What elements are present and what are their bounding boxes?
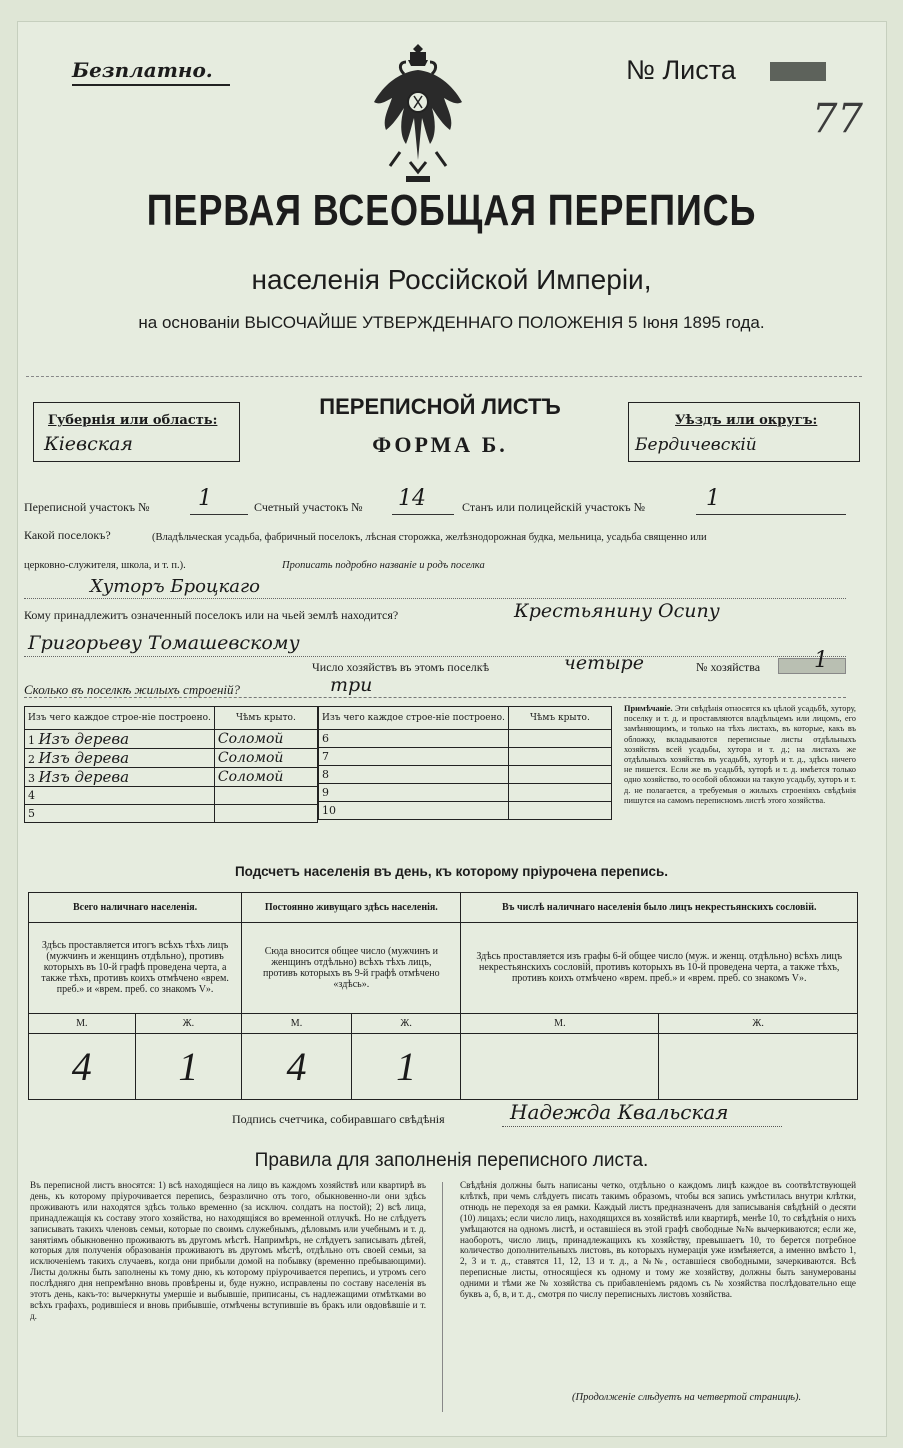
owner-value-2: Григорьеву Томашевскому bbox=[28, 632, 300, 654]
buildings-value: три bbox=[330, 674, 373, 696]
rules-continuation: (Продолженіе слѣдуетъ на четвертой страницѣ). bbox=[572, 1392, 802, 1403]
stan-label: Станъ или полицейскій участокъ № bbox=[462, 500, 646, 514]
rules-right: Свѣдѣнія должны быть написаны четко, отдѣльно о каждомъ лицѣ каждое въ соотвѣтствующей клѣткѣ, при чемъ слѣдуетъ писать такимъ образомъ, чтобы вся запись умѣстилась внутри клѣтки, отнюдь не переходя за ея рамки. Каждый листъ предназначенъ для записыванія свѣдѣній о десяти (10) лицахъ; если число лицъ, находящихся въ хозяйствѣ или квартирѣ, менѣе 10, то свѣдѣнія о нихъ умѣщаются на одномъ листѣ, и оставшіеся въ этой графѣ свободные №№ вычеркиваются; если же, наоборотъ, число лицъ, принадлежащихъ къ хозяйству, превышаетъ 10, то берется потребное количество дополнительныхъ листовъ, въ которыхъ нумерація уже измѣняется, а именно вмѣсто 1, 2, 3 и т. д., ставятся 11, 12, 13 и т. д., а №№, оставшіеся свободными, зачеркиваются. Всѣ переписные листы, относящіеся къ одному и тому же хозяйству, должны быть занумерованы одними и тѣми же № хозяйства съ прибавленіемъ рядомъ съ № хозяйства послѣдовательно еще буквъ а, б, в, и т. д., смотря по числу переписныхъ листовъ хозяйства. bbox=[460, 1180, 856, 1300]
household-no-label: № хозяйства bbox=[696, 660, 761, 674]
households-value: четыре bbox=[564, 652, 644, 674]
buildings-label: Сколько въ поселкѣ жилыхъ строеній? bbox=[24, 682, 241, 697]
imperial-eagle-emblem bbox=[370, 40, 466, 190]
table-row bbox=[319, 766, 612, 784]
divider bbox=[26, 376, 862, 377]
table-row bbox=[319, 730, 612, 748]
table-row bbox=[25, 730, 318, 749]
row-number: 9 bbox=[322, 786, 329, 799]
row-number: 1 bbox=[28, 734, 35, 747]
county-box bbox=[628, 402, 860, 462]
note-text: Эти свѣдѣнія относятся къ цѣлой усадьбѣ, хутору, поселку и т. д. и проставляются владѣльцемъ или лицомъ, его замѣняющимъ, и только на тѣхъ листахъ, въ которые, какъ въ обложку, вкладываются переписные листы отдѣльныхъ хозяйствъ всей усадьбы, хутора и т. д.; на листахъ же отдѣльныхъ хозяйствъ въ усадьбѣ, хуторѣ и т. д., здѣсь ничего не пишется. Если же въ усадьбѣ, хуторѣ и т. д. имѣется только одно хозяйство, то особой обложки на такую усадьбу, хуторъ и т. д. не полагается, а требуемыя о жилыхъ строеніяхъ свѣдѣнія пишутся на самомъ переписномъ листѣ этого хозяйства. bbox=[624, 704, 857, 805]
households-label: Число хозяйствъ въ этомъ поселкѣ bbox=[312, 660, 490, 674]
free-label: Безплатно. bbox=[72, 58, 213, 82]
settlement-value: Хуторъ Броцкаго bbox=[90, 576, 260, 597]
household-no-box bbox=[778, 658, 846, 674]
table-row bbox=[25, 749, 318, 768]
field-line bbox=[24, 697, 846, 698]
census-title: ПЕРВАЯ ВСЕОБЩАЯ ПЕРЕПИСЬ bbox=[146, 186, 757, 235]
form-name: ФОРМА Б. bbox=[372, 432, 508, 457]
pop-col2-title: Постоянно живущаго здѣсь населенія. bbox=[242, 893, 461, 923]
col-built: Изъ чего каждое строе-ніе построено. bbox=[25, 707, 215, 730]
free-underline bbox=[72, 84, 230, 86]
row-number: 7 bbox=[322, 750, 329, 763]
rules-left: Въ переписной листъ вносятся: 1) всѣ находящіеся на лицо въ каждомъ хозяйствѣ или квартирѣ въ день, къ которому пріурочивается перепись, безразлично отъ того, обыкновенно-ли они здѣсь проживаютъ или находятся здѣсь только временно (за исключ. солдатъ на постой); 2) всѣ лица, принадлежащія къ составу этого хозяйства, но находящіяся во временной отлучкѣ. Но не слѣдуетъ записывать такихъ членовъ семьи, которые по своимъ служебнымъ, дѣловымъ или учебнымъ и т. д. занятіямъ обыкновенно проживаютъ въ другомъ мѣстѣ. Напримѣръ, не слѣдуетъ записывать дѣтей, которыя для полученія образованія проживаютъ въ другомъ мѣстѣ, отдѣльно отъ своей семьи, за исключеніемъ такихъ случаевъ, когда они прибыли домой на побывку (временно пребывающими). Листы должны быть заполнены къ тому дню, къ которому пріурочивается перепись, и утромъ сего послѣдняго дня непремѣнно вновь провѣрены и, буде нужно, исправлены по составу населенія въ этотъ день, какъ-то: вычеркнуты умершіе и выбывшіе, приписаны, съ надлежащими отмѣтками во всѣхъ графахъ, родившіеся и вновь прибывшіе, отмѣчены вступившіе въ бракъ или овдовѣвшіе и т. д. bbox=[30, 1180, 426, 1321]
buildings-table-left bbox=[24, 706, 318, 823]
province-box bbox=[33, 402, 240, 462]
county-value: Бердичевскій bbox=[635, 435, 757, 455]
note-title: Примѣчаніе. bbox=[624, 704, 673, 713]
roof-value: Соломой bbox=[217, 731, 284, 747]
census-subtitle: населенія Россійской Имперіи, bbox=[251, 264, 652, 295]
built-value: Изъ дерева bbox=[38, 730, 130, 748]
sheet-number-label: № Листа bbox=[626, 55, 736, 85]
signature-label: Подпись счетчика, собиравшаго свѣдѣнія bbox=[232, 1112, 445, 1126]
row-number: 3 bbox=[28, 772, 35, 785]
field-line bbox=[24, 598, 846, 599]
household-no-value: 1 bbox=[814, 648, 828, 673]
col-built: Изъ чего каждое строе-ніе построено. bbox=[319, 707, 509, 730]
signature-value: Надежда Квальская bbox=[510, 1100, 729, 1124]
count-district-label: Счетный участокъ № bbox=[254, 500, 363, 514]
table-row bbox=[319, 802, 612, 820]
table-row bbox=[25, 805, 318, 823]
settlement-hint-2: церковно-служителя, школа, и т. п.). bbox=[24, 560, 186, 571]
row-number: 4 bbox=[28, 789, 35, 802]
pop-col1-text: Здѣсь проставляется итогъ всѣхъ тѣхъ лицъ (мужчинъ и женщинъ отдѣльно), противъ которыхъ въ 10-й графѣ проведена черта, а также тѣхъ, противъ коихъ отмѣчено «врем. преб.» и «врем. преб. со знакомъ V». bbox=[29, 923, 242, 1013]
permanent-male: 4 bbox=[242, 1033, 352, 1099]
table-row bbox=[25, 768, 318, 787]
owner-value-1: Крестьянину Осипу bbox=[514, 600, 720, 622]
pop-col1-title: Всего наличнаго населенія. bbox=[29, 893, 242, 923]
total-male: 4 bbox=[29, 1033, 136, 1099]
census-district-label: Переписной участокъ № bbox=[24, 500, 150, 514]
permanent-female: 1 bbox=[351, 1033, 461, 1099]
buildings-table-right bbox=[318, 706, 612, 820]
pop-m-header: М. bbox=[29, 1013, 136, 1033]
pop-col2-text: Сюда вносится общее число (мужчинъ и женщинъ отдѣльно) всѣхъ тѣхъ лицъ, противъ которыхъ въ 9-й графѣ отмѣчено «здѣсь». bbox=[242, 923, 461, 1013]
nonpeasant-male bbox=[461, 1033, 659, 1099]
pop-f-header: Ж. bbox=[659, 1013, 858, 1033]
field-line bbox=[392, 514, 454, 515]
roof-value: Соломой bbox=[217, 750, 284, 766]
col-roof: Чѣмъ крыто. bbox=[508, 707, 611, 730]
built-value: Изъ дерева bbox=[38, 749, 130, 767]
count-district-value: 14 bbox=[398, 486, 426, 511]
sheet-number-box bbox=[770, 62, 826, 81]
field-line bbox=[502, 1126, 782, 1127]
built-value: Изъ дерева bbox=[38, 768, 130, 786]
sheet-title: ПЕРЕПИСНОЙ ЛИСТЪ bbox=[319, 394, 561, 419]
total-female: 1 bbox=[135, 1033, 242, 1099]
field-line bbox=[696, 514, 846, 515]
pop-m-header: М. bbox=[242, 1013, 352, 1033]
table-row bbox=[319, 748, 612, 766]
nonpeasant-female bbox=[659, 1033, 858, 1099]
row-number: 6 bbox=[322, 732, 329, 745]
rules-title: Правила для заполненія переписного листа. bbox=[254, 1150, 649, 1171]
pop-f-header: Ж. bbox=[135, 1013, 242, 1033]
settlement-label: Какой поселокъ? bbox=[24, 528, 111, 542]
table-row bbox=[25, 787, 318, 805]
census-basis: на основаніи ВЫСОЧАЙШЕ УТВЕРЖДЕННАГО ПОЛОЖЕНІЯ 5 Іюня 1895 года. bbox=[138, 313, 765, 332]
sheet-number-handwritten: 77 bbox=[812, 96, 863, 142]
province-label: Губернія или область: bbox=[48, 413, 218, 428]
field-line bbox=[24, 656, 846, 657]
row-number: 8 bbox=[322, 768, 329, 781]
population-title: Подсчетъ населенія въ день, къ которому пріурочена перепись. bbox=[234, 864, 669, 879]
buildings-note bbox=[624, 704, 856, 806]
census-district-value: 1 bbox=[198, 486, 212, 511]
province-value: Кіевская bbox=[44, 433, 133, 455]
table-row bbox=[319, 784, 612, 802]
roof-value: Соломой bbox=[217, 769, 284, 785]
settlement-hint: (Владѣльческая усадьба, фабричный поселокъ, лѣсная сторожка, желѣзнодорожная будка, мельница, усадьба священно или bbox=[152, 532, 707, 543]
col-roof: Чѣмъ крыто. bbox=[214, 707, 317, 730]
pop-m-header: М. bbox=[461, 1013, 659, 1033]
pop-col3-text: Здѣсь проставляется изъ графы 6-й общее число (муж. и женщ. отдѣльно) всѣхъ лицъ некрестьянскихъ сословій, противъ которыхъ въ 10-й проведена черта, а также тѣхъ, противъ коихъ отмѣчено «врем. преб.» и «врем. преб. со знакомъ V». bbox=[461, 923, 858, 1013]
pop-f-header: Ж. bbox=[351, 1013, 461, 1033]
row-number: 5 bbox=[28, 807, 35, 820]
row-number: 2 bbox=[28, 753, 35, 766]
owner-label: Кому принадлежитъ означенный поселокъ или на чьей землѣ находится? bbox=[24, 608, 399, 622]
field-line bbox=[190, 514, 248, 515]
stan-value: 1 bbox=[706, 486, 720, 511]
row-number: 10 bbox=[322, 804, 336, 817]
population-table bbox=[28, 892, 858, 1100]
settlement-hint-3: Прописать подробно названіе и родъ поселка bbox=[282, 560, 485, 571]
county-label: Уѣздъ или округъ: bbox=[675, 413, 818, 428]
rules-divider bbox=[442, 1182, 443, 1412]
pop-col3-title: Въ числѣ наличнаго населенія было лицъ некрестьянскихъ сословій. bbox=[461, 893, 858, 923]
